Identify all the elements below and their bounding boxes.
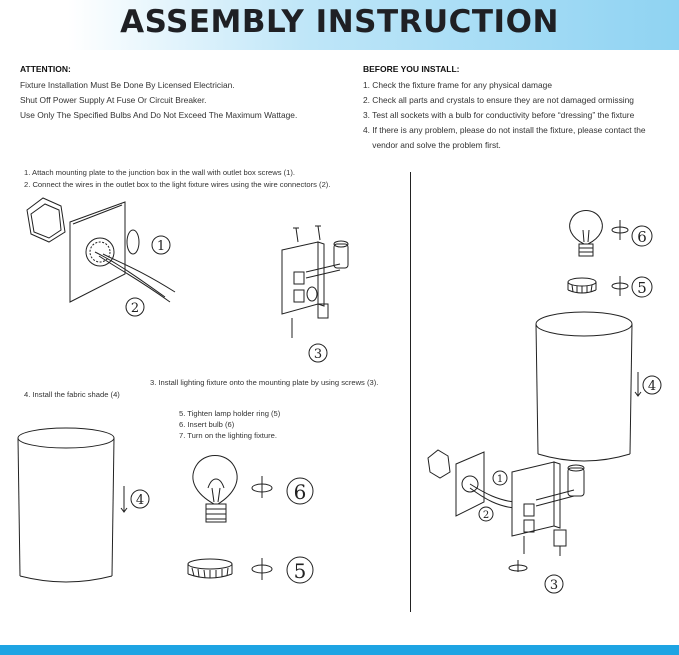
callout-2-label: 2 (130, 301, 140, 316)
callout-5-label: 5 (293, 559, 307, 583)
right-callout-4-label: 4 (647, 379, 657, 394)
attention-line: Fixture Installation Must Be Done By Licensed Electrician. (20, 80, 235, 90)
before-line: 3. Test all sockets with a bulb for conductivity before “dressing” the fixture (363, 110, 635, 120)
callout-5 (287, 557, 313, 583)
step-7: 7. Turn on the lighting fixture. (179, 431, 277, 440)
before-line: 4. If there is any problem, please do not install the fixture, please contact the (363, 125, 646, 135)
callout-1-label: 1 (156, 239, 166, 254)
step-4: 4. Install the fabric shade (4) (24, 390, 120, 399)
mounting-plate-diagram (15, 192, 185, 316)
fabric-shade-diagram (16, 424, 156, 590)
callout-4 (131, 490, 149, 508)
before-line: 2. Check all parts and crystals to ensure they are not damaged ormissing (363, 95, 634, 105)
callout-1 (152, 236, 170, 254)
step-1: 1. Attach mounting plate to the junction box in the wall with outlet box screws (1). (24, 168, 295, 177)
footer-bar (0, 645, 679, 655)
step-2: 2. Connect the wires in the outlet box to the light fixture wires using the wire connectors (2). (24, 180, 331, 189)
before-heading: BEFORE YOU INSTALL: (363, 64, 460, 74)
right-callout-6 (632, 226, 652, 246)
right-callout-5 (632, 277, 652, 297)
assembly-callout-2-label: 2 (482, 510, 490, 521)
step-3: 3. Install lighting fixture onto the mounting plate by using screws (3). (150, 378, 379, 387)
right-assembly-diagram (424, 444, 604, 594)
before-line: vendor and solve the problem first. (363, 140, 501, 150)
page-title: ASSEMBLY INSTRUCTION (120, 4, 559, 40)
right-ring-diagram (564, 272, 664, 302)
callout-3-label: 3 (313, 347, 323, 362)
right-bulb-diagram (564, 206, 664, 260)
holder-ring-diagram (184, 552, 334, 588)
right-callout-5-label: 5 (637, 279, 647, 297)
attention-line: Use Only The Specified Bulbs And Do Not Exceed The Maximum Wattage. (20, 110, 298, 120)
fixture-plate-diagram (278, 222, 358, 364)
right-shade-diagram (534, 310, 674, 466)
callout-6-label: 6 (293, 480, 307, 504)
assembly-callout-1-label: 1 (496, 474, 504, 485)
right-callout-6-label: 6 (637, 228, 647, 246)
assembly-callout-1 (493, 471, 507, 485)
assembly-callout-3 (545, 575, 563, 593)
right-callout-4 (643, 376, 661, 394)
attention-line: Shut Off Power Supply At Fuse Or Circuit Breaker. (20, 95, 207, 105)
before-line: 1. Check the fixture frame for any physical damage (363, 80, 552, 90)
column-divider (410, 172, 411, 612)
step-6: 6. Insert bulb (6) (179, 420, 235, 429)
attention-heading: ATTENTION: (20, 64, 71, 74)
step-5: 5. Tighten lamp holder ring (5) (179, 409, 281, 418)
callout-4-label: 4 (135, 493, 145, 508)
callout-3 (309, 344, 327, 362)
bulb-diagram (184, 448, 334, 534)
callout-6 (287, 478, 313, 504)
assembly-callout-2 (479, 507, 493, 521)
callout-2 (126, 298, 144, 316)
assembly-callout-3-label: 3 (549, 578, 559, 593)
